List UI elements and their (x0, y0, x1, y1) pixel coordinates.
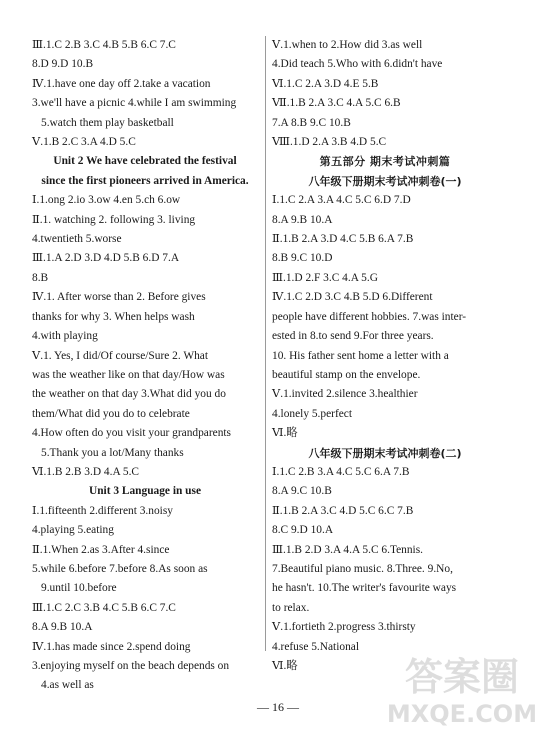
answer-line: 4.twentieth 5.worse (32, 233, 122, 246)
answer-line: Ⅲ.1.D 2.F 3.C 4.A 5.G (272, 271, 378, 284)
answer-line: Ⅴ.1.fortieth 2.progress 3.thirsty (272, 621, 416, 634)
answer-line: was the weather like on that day/How was (32, 368, 225, 381)
answer-line: Ⅰ.1.C 2.A 3.A 4.C 5.C 6.D 7.D (272, 194, 411, 207)
answer-line: ested in 8.to send 9.For three years. (272, 330, 434, 343)
answer-line: Ⅲ.1.B 2.D 3.A 4.A 5.C 6.Tennis. (272, 543, 423, 556)
section-heading: Unit 3 Language in use (88, 485, 202, 498)
answer-line: Ⅳ.1.have one day off 2.take a vacation (32, 77, 211, 90)
answer-line: Ⅵ.略 (272, 427, 298, 440)
column-divider (265, 36, 266, 651)
answer-line: them/What did you do to celebrate (32, 407, 190, 420)
answer-line: Ⅱ.1.When 2.as 3.After 4.since (32, 543, 170, 556)
answer-line: Ⅲ.1.C 2.B 3.C 4.B 5.B 6.C 7.C (32, 39, 176, 51)
answer-line: Ⅴ.1. Yes, I did/Of course/Sure 2. What (32, 349, 209, 362)
answer-line: Ⅴ.1.B 2.C 3.A 4.D 5.C (32, 136, 136, 149)
answer-line: Ⅷ.1.D 2.A 3.B 4.D 5.C (272, 136, 387, 149)
answer-line: people have different hobbies. 7.was inter- (272, 310, 467, 323)
answer-line: 4.Did teach 5.Who with 6.didn't have (272, 58, 443, 71)
watermark-url: MXQE.COM (386, 700, 538, 728)
answer-line: 8.B (32, 271, 49, 284)
section-heading: 八年级下册期末考试冲刺卷(一) (308, 174, 462, 188)
answer-line: 8.A 9.C 10.B (272, 485, 332, 498)
answer-line: Ⅵ.1.C 2.A 3.D 4.E 5.B (272, 77, 379, 90)
answer-line: 8.A 9.B 10.A (32, 621, 93, 634)
answer-line: he hasn't. 10.The writer's favourite ways (272, 582, 457, 595)
answer-line: Ⅵ.1.B 2.B 3.D 4.A 5.C (32, 465, 140, 478)
answer-line: 4.as well as (41, 679, 94, 692)
answer-line: Ⅳ.1. After worse than 2. Before gives (32, 291, 206, 304)
answer-line: 8.A 9.B 10.A (272, 213, 333, 226)
answer-line: 10. His father sent home a letter with a (272, 349, 449, 362)
answer-line: 7.Beautiful piano music. 8.Three. 9.No, (272, 562, 453, 575)
answer-line: Ⅰ.1.fifteenth 2.different 3.noisy (32, 504, 173, 517)
answer-line: Ⅱ.1. watching 2. following 3. living (32, 213, 196, 226)
answer-line: Ⅰ.1.C 2.B 3.A 4.C 5.C 6.A 7.B (272, 465, 410, 478)
section-heading: since the first pioneers arrived in America. (41, 174, 249, 187)
answer-line: Ⅳ.1.C 2.D 3.C 4.B 5.D 6.Different (272, 291, 433, 304)
answer-line: 4.How often do you visit your grandparents (32, 427, 231, 440)
answer-line: to relax. (272, 601, 310, 614)
section-heading: Unit 2 We have celebrated the festival (53, 155, 237, 168)
answer-line: 8.B 9.C 10.D (272, 252, 333, 265)
answer-line: 8.C 9.D 10.A (272, 524, 334, 537)
answer-line: Ⅵ.略 (272, 660, 298, 672)
section-heading: 八年级下册期末考试冲刺卷(二) (308, 446, 462, 460)
answer-line: 9.until 10.before (41, 582, 117, 595)
watermark-title: 答案圈 (404, 655, 520, 699)
answer-line: the weather on that day 3.What did you do (32, 388, 226, 401)
answer-line: Ⅲ.1.A 2.D 3.D 4.D 5.B 6.D 7.A (32, 252, 180, 265)
answer-line: 7.A 8.B 9.C 10.B (272, 116, 351, 129)
answer-line: thanks for why 3. When helps wash (32, 310, 195, 323)
answer-line: 8.D 9.D 10.B (32, 58, 94, 71)
left-answer-column (32, 36, 258, 696)
answer-line: Ⅱ.1.B 2.A 3.D 4.C 5.B 6.A 7.B (272, 233, 414, 246)
answer-line: 4.with playing (32, 330, 98, 343)
answer-line: 5.Thank you a lot/Many thanks (41, 446, 184, 459)
page-number: — 16 — (257, 700, 299, 714)
answer-line: beautiful stamp on the envelope. (272, 368, 421, 381)
answer-line: 4.lonely 5.perfect (272, 407, 353, 420)
answer-line: 3.we'll have a picnic 4.while I am swimming (32, 97, 237, 110)
answer-line: 4.playing 5.eating (32, 524, 114, 537)
answer-line: Ⅱ.1.B 2.A 3.C 4.D 5.C 6.C 7.B (272, 504, 414, 517)
section-heading: 第五部分 期末考试冲刺篇 (319, 155, 451, 169)
answer-line: Ⅴ.1.when to 2.How did 3.as well (272, 39, 423, 51)
answer-line: Ⅶ.1.B 2.A 3.C 4.A 5.C 6.B (272, 97, 401, 110)
answer-line: 5.watch them play basketball (41, 116, 174, 129)
answer-line: 5.while 6.before 7.before 8.As soon as (32, 562, 208, 575)
answer-line: Ⅰ.1.ong 2.io 3.ow 4.en 5.ch 6.ow (32, 194, 181, 207)
answer-line: 4.refuse 5.National (272, 640, 359, 653)
answer-line: Ⅳ.1.has made since 2.spend doing (32, 640, 191, 653)
answer-line: 3.enjoying myself on the beach depends on (32, 660, 230, 672)
watermark-logo (382, 646, 542, 730)
answer-line: Ⅴ.1.invited 2.silence 3.healthier (272, 388, 418, 401)
answer-line: Ⅲ.1.C 2.C 3.B 4.C 5.B 6.C 7.C (32, 601, 176, 614)
right-answer-column (272, 36, 498, 676)
